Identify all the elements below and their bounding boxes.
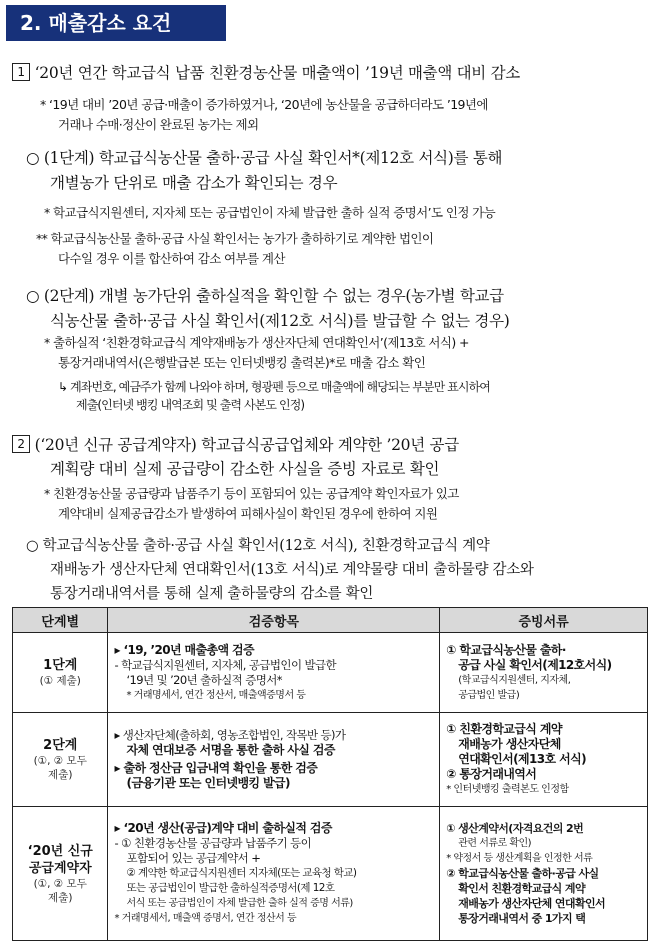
item-number-box: 2 (12, 435, 30, 453)
stage-label: ‘20년 신규 (27, 843, 93, 859)
table-row (13, 807, 648, 941)
stage-note: 제출) (48, 769, 73, 781)
check-note: * 거래명세서, 매출액 증명서, 연간 정산서 등 (114, 913, 297, 924)
bullet-cont: 통장거래내역서를 통해 실제 출하물량의 감소를 확인 (50, 586, 374, 602)
col-header: 증빙서류 (440, 608, 648, 633)
doc-note: * 인터넷뱅킹 출력본도 인정함 (446, 784, 569, 795)
note: 제출(인터넷 뱅킹 내역조회 및 출력 사본도 인정) (76, 398, 305, 412)
doc-note: 관련 서류로 확인) (458, 838, 532, 849)
note: 계약대비 실제공급감소가 발생하여 피해사실이 확인된 경우에 한하여 지원 (58, 506, 438, 521)
stage-cell (13, 807, 108, 941)
check-detail: 자체 연대보증 서명을 통한 출하 사실 검증 (126, 743, 335, 757)
stage-label: 1단계 (43, 658, 78, 673)
bullet-cont: 재배농가 생산자단체 연대확인서(13호 서식)로 계약물량 대비 출하물량 감소와 (50, 562, 534, 578)
doc-item: 재배농가 생산자단체 연대확인서 (458, 897, 606, 910)
doc-note: 공급법인 발급) (458, 689, 520, 701)
item-1-title (12, 61, 652, 85)
doc-item: ① 친환경학교급식 계약 (446, 722, 562, 736)
check-detail: (금융기관 또는 인터넷뱅킹 발급) (126, 776, 290, 790)
document-cell (440, 807, 648, 941)
check-item: ▸ 생산자단체(출하회, 영농조합법인, 작목반 등)가 (114, 728, 346, 742)
check-detail: - ① 친환경농산물 공급량과 납품주기 등이 (114, 836, 312, 850)
check-detail: ‘19년 및 ’20년 출하실적 증명서* (126, 672, 282, 687)
check-item: ▸ ‘19, ’20년 매출총액 검증 (114, 642, 255, 657)
note: * 친환경농산물 공급량과 납품주기 등이 포함되어 있는 공급계약 확인자료가 있고 (44, 486, 459, 501)
check-detail: 또는 공급법인이 발급한 출하실적증명서(제 12호 (126, 882, 335, 894)
doc-note: (학교급식지원센터, 지자체, (458, 674, 571, 686)
doc-item: 재배농가 생산자단체 (458, 737, 561, 751)
bullet-step2: ○ (2단계) 개별 농가단위 출하실적을 확인할 수 없는 경우(농가별 학교급 (26, 287, 504, 305)
verification-cell (108, 713, 440, 807)
item-1-text: ‘20년 연간 학교급식 납품 친환경농산물 매출액이 ’19년 매출액 대비 감소 (34, 64, 520, 82)
note: * 출하실적 ‘친환경학교급식 계약재배농가 생산자단체 연대확인서’(제13호 서식) + (44, 335, 469, 350)
check-detail: 서식 또는 공급법인이 자체 발급한 출하 실적 증명 서류) (126, 898, 353, 909)
stage-note: 제출) (48, 891, 73, 904)
stage-note: (①, ② 모두 (33, 877, 87, 890)
item-2-text: (‘20년 신규 공급계약자) 학교급식공급업체와 계약한 ’20년 공급 (34, 436, 459, 454)
bullet: ○ 학교급식농산물 출하·공급 사실 확인서(12호 서식), 친환경학교급식 계약 (26, 538, 490, 554)
note: 거래나 수매·정산이 완료된 농가는 제외 (58, 117, 259, 132)
doc-note: * 약정서 등 생산계획을 인정한 서류 (446, 853, 593, 864)
item-2-text-cont: 계획량 대비 실제 공급량이 감소한 사실을 증빙 자료로 확인 (50, 460, 440, 478)
note: ** 학교급식농산물 출하·공급 사실 확인서는 농가가 출하하기로 계약한 법인이 (36, 231, 434, 246)
item-2-title (12, 433, 652, 457)
table-row (13, 713, 648, 807)
check-item: ▸ 출하 정산금 입금내역 확인을 통한 검증 (114, 761, 318, 775)
col-header: 단계별 (13, 608, 108, 633)
doc-item: ① 생산계약서(자격요건의 2번 (446, 822, 584, 835)
stage-cell (13, 713, 108, 807)
note: ↳ 계좌번호, 예금주가 함께 나와야 하며, 형광펜 등으로 매출액에 해당되는 부분만 표시하여 (58, 380, 490, 394)
verification-cell (108, 633, 440, 713)
check-item: ▸ ‘20년 생산(공급)계약 대비 출하실적 검증 (114, 821, 332, 835)
note: * ‘19년 대비 ’20년 공급·매출이 증가하였거나, ‘20년에 농산물을 공급하더라도 ’19년에 (40, 97, 488, 112)
table-row (13, 633, 648, 713)
doc-item: 연대확인서(제13호 서식) (458, 752, 586, 766)
check-detail: - 학교급식지원센터, 지자체, 공급법인이 발급한 (114, 657, 337, 672)
doc-item: 공급 사실 확인서(제12호서식) (458, 657, 612, 672)
doc-item: ① 학교급식농산물 출하· (446, 642, 566, 657)
stage-cell (13, 633, 108, 713)
check-note: * 거래명세서, 연간 정산서, 매출액증명서 등 (126, 689, 306, 701)
note: * 학교급식지원센터, 지자체 또는 공급법인이 자체 발급한 출하 실적 증명서’도 인정 가능 (44, 205, 496, 220)
document-cell (440, 633, 648, 713)
bullet-step1: ○ (1단계) 학교급식농산물 출하·공급 사실 확인서*(제12호 서식)를 통해 (26, 149, 503, 167)
section-title: 2. 매출감소 요건 (6, 5, 226, 41)
document-cell (440, 713, 648, 807)
doc-item: 통장거래내역서 중 1가지 택 (458, 912, 586, 925)
table-header-row (13, 608, 648, 633)
check-detail: 포함되어 있는 공급계약서 + (126, 851, 261, 865)
stage-label: 2단계 (43, 738, 78, 753)
bullet-step2-cont: 식농산물 출하·공급 사실 확인서(제12호 서식)를 발급할 수 없는 경우) (50, 312, 510, 330)
stage-note: (①, ② 모두 (33, 755, 87, 767)
verification-cell (108, 807, 440, 941)
check-detail: ② 계약한 학교급식지원센터 지자체(또는 교육청 학교) (126, 867, 357, 879)
stage-note: (① 제출) (39, 675, 81, 687)
doc-item: ② 통장거래내역서 (446, 767, 537, 781)
verification-table (12, 607, 648, 941)
doc-item: ② 학교급식농산물 출하·공급 사실 (446, 867, 599, 880)
item-number-box: 1 (12, 63, 30, 81)
col-header: 검증항목 (108, 608, 440, 633)
doc-item: 확인서 친환경학교급식 계약 (458, 882, 585, 895)
bullet-step1-cont: 개별농가 단위로 매출 감소가 확인되는 경우 (50, 174, 338, 192)
note: 통장거래내역서(은행발급본 또는 인터넷뱅킹 출력본)*로 매출 감소 확인 (58, 355, 426, 370)
stage-label: 공급계약자 (28, 860, 92, 876)
note: 다수일 경우 이를 합산하여 감소 여부를 계산 (58, 251, 285, 266)
